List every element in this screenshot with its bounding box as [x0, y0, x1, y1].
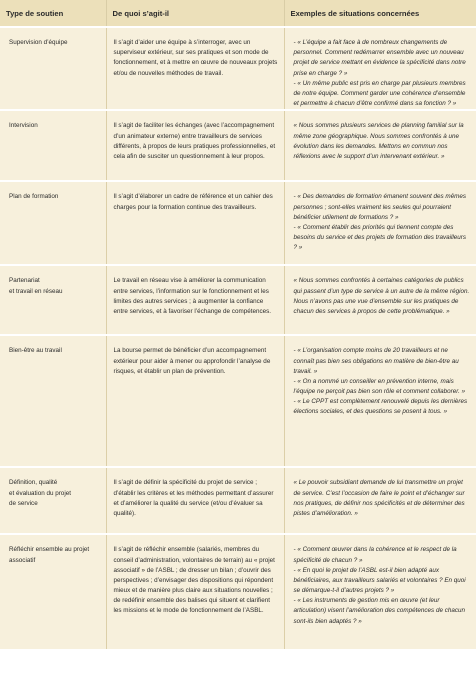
- cell-examples-text: - « L’équipe a fait face à de nombreux changements de personnel. Comment redémarrer ensemble avec un nouveau projet de service mettant en évidence la spécificité dans notre prise en charge ? »: [293, 39, 466, 77]
- cell-examples: [284, 265, 476, 335]
- cell-support-type-text: Intervision: [9, 122, 38, 130]
- cell-examples: [284, 335, 476, 467]
- table-row: [0, 534, 476, 650]
- cell-description-text: Il s’agit de définir la spécificité du projet de service ; d’établir les critères et les méthodes permettant d’assurer et d’améliorer la qualité du service (et/ou d’évaluer sa qualité).: [113, 479, 274, 517]
- cell-support-type-text: Partenariat: [9, 277, 40, 285]
- cell-examples-text: « Le pouvoir subsidiant demande de lui transmettre un projet de service. C’est l’occasion de faire le point et d’échanger sur nos pratiques, de définir nos spécificités et de déterminer des pistes d’amélioration. »: [293, 479, 465, 517]
- cell-description: [106, 265, 284, 335]
- cell-description: [106, 467, 284, 534]
- table-row: [0, 27, 476, 110]
- cell-description-text: Il s’agit d’aider une équipe à s’interroger, avec un superviseur extérieur, sur ses pratiques et son mode de fonctionnement, et à mettre en œuvre de nouveaux projets et/ou de nouvelles méthodes de travail.: [113, 39, 278, 77]
- cell-description-text: Il s’agit d’élaborer un cadre de référence et un cahier des charges pour la formation continue des travailleurs.: [113, 193, 273, 211]
- cell-examples-text: - « Le CPPT est complètement renouvelé depuis les dernières élections sociales, et des questions se posent à tous. »: [293, 398, 468, 416]
- table-row: [0, 335, 476, 467]
- table-row: [0, 110, 476, 181]
- cell-support-type-text: de service: [9, 499, 38, 507]
- cell-description-text: Il s’agit de faciliter les échanges (avec l’accompagnement d’un animateur externe) entre travailleurs de services différents, à propos de leurs pratiques professionnelles, et cela afin de susciter un questionnement à leur propos.: [113, 122, 276, 160]
- table-header-row: [0, 0, 476, 27]
- cell-support-type-text: et évaluation du projet: [9, 489, 71, 497]
- cell-examples-text: - « Des demandes de formation émanent souvent des mêmes personnes ; sont-elles vraiment les seules qui pourraient bénéficier utilement de formations ? »: [293, 193, 467, 221]
- cell-examples-text: - « Les instruments de gestion mis en œuvre (et leur articulation) visent l’amélioration des compétences de chacun sont-ils bien adaptés ? »: [293, 597, 466, 625]
- cell-support-type-text: associatif: [9, 556, 36, 564]
- cell-support-type: [0, 534, 106, 650]
- table-row: [0, 467, 476, 534]
- cell-examples: [284, 534, 476, 650]
- cell-support-type: [0, 467, 106, 534]
- cell-support-type-text: Bien-être au travail: [9, 347, 62, 355]
- cell-support-type-text: Plan de formation: [9, 193, 59, 201]
- cell-description: [106, 27, 284, 110]
- cell-support-type: [0, 265, 106, 335]
- cell-support-type: [0, 110, 106, 181]
- cell-examples: [284, 467, 476, 534]
- cell-examples: [284, 27, 476, 110]
- cell-examples-text: - « En quoi le projet de l’ASBL est-il bien adapté aux bénéficiaires, aux travailleurs salariés et volontaires ? En quoi se démarque-t-il d’autres projets ? »: [293, 566, 466, 595]
- cell-examples: [284, 110, 476, 181]
- cell-description: [106, 181, 284, 265]
- cell-description: [106, 534, 284, 650]
- cell-examples-text: - « L’organisation compte moins de 20 travailleurs et ne connaît pas bien ses obligations en matière de bien-être au travail. »: [293, 347, 459, 375]
- cell-support-type-text: et travail en réseau: [9, 287, 63, 295]
- cell-support-type: [0, 335, 106, 467]
- table-row: [0, 181, 476, 265]
- cell-support-type-text: Définition, qualité: [9, 479, 58, 487]
- cell-examples-text: - « Un même public est pris en charge par plusieurs membres de notre équipe. Comment garder une cohérence d’ensemble et permettre à chacun d’être confirmé dans sa fonction ? »: [293, 79, 466, 108]
- cell-examples-text: « Nous sommes confrontés à certaines catégories de publics qui passent d’un type de service à un autre de la même région. Nous n’avons pas une vue d’ensemble sur les pratiques de chacun des services à propos de cette problématique. »: [293, 277, 470, 315]
- cell-support-type-text: Supervision d’équipe: [9, 39, 68, 46]
- header-type: Type de soutien: [0, 0, 106, 27]
- cell-examples-text: - « Comment œuvrer dans la cohérence et le respect de la spécificité de chacun ? »: [293, 546, 457, 564]
- cell-support-type-text: Réfléchir ensemble au projet: [9, 546, 90, 554]
- cell-description: [106, 335, 284, 467]
- header-examples: Exemples de situations concernées: [284, 0, 476, 27]
- cell-description: [106, 110, 284, 181]
- cell-description-text: La bourse permet de bénéficier d’un accompagnement extérieur pour aider à mener ou approfondir l’analyse de risques, et établir un plan de prévention.: [113, 347, 271, 375]
- cell-description-text: Il s’agit de réfléchir ensemble (salariés, membres du conseil d’administration, volontaires de terrain) au « projet associatif » de l’ASBL ; de dresser un bilan ; d’ouvrir des perspectives ; d’envisager des dispositions qui répondent mieux et de manière plus claire aux situations nouvelles ; de redéfinir ensemble des balises qui situent et clarifient les missions et le mode de fonctionnement de l’ASBL.: [113, 546, 275, 615]
- cell-examples-text: « Nous sommes plusieurs services de planning familial sur la même zone géographique. Nous sommes confrontés à une évolution dans les demandes. Mettons en commun nos réflexions avec le support d’un intervenant extérieur. »: [293, 122, 464, 160]
- cell-examples-text: - « Comment établir des priorités qui tiennent compte des besoins du service et des projets de formation des travailleurs ? »: [293, 223, 467, 252]
- header-description: De quoi s’agit-il: [106, 0, 284, 27]
- cell-support-type: [0, 181, 106, 265]
- cell-support-type: [0, 27, 106, 110]
- cell-examples: [284, 181, 476, 265]
- cell-examples-text: - « On a nommé un conseiller en prévention interne, mais l’équipe ne perçoit pas bien son rôle et comment collaborer. »: [293, 377, 466, 396]
- cell-description-text: Le travail en réseau vise à améliorer la communication entre services, l’information sur le fonctionnement et les limites des autres services ; à augmenter la confiance entre services, et à favoriser l’échange de compétences.: [113, 277, 272, 315]
- table-row: [0, 265, 476, 335]
